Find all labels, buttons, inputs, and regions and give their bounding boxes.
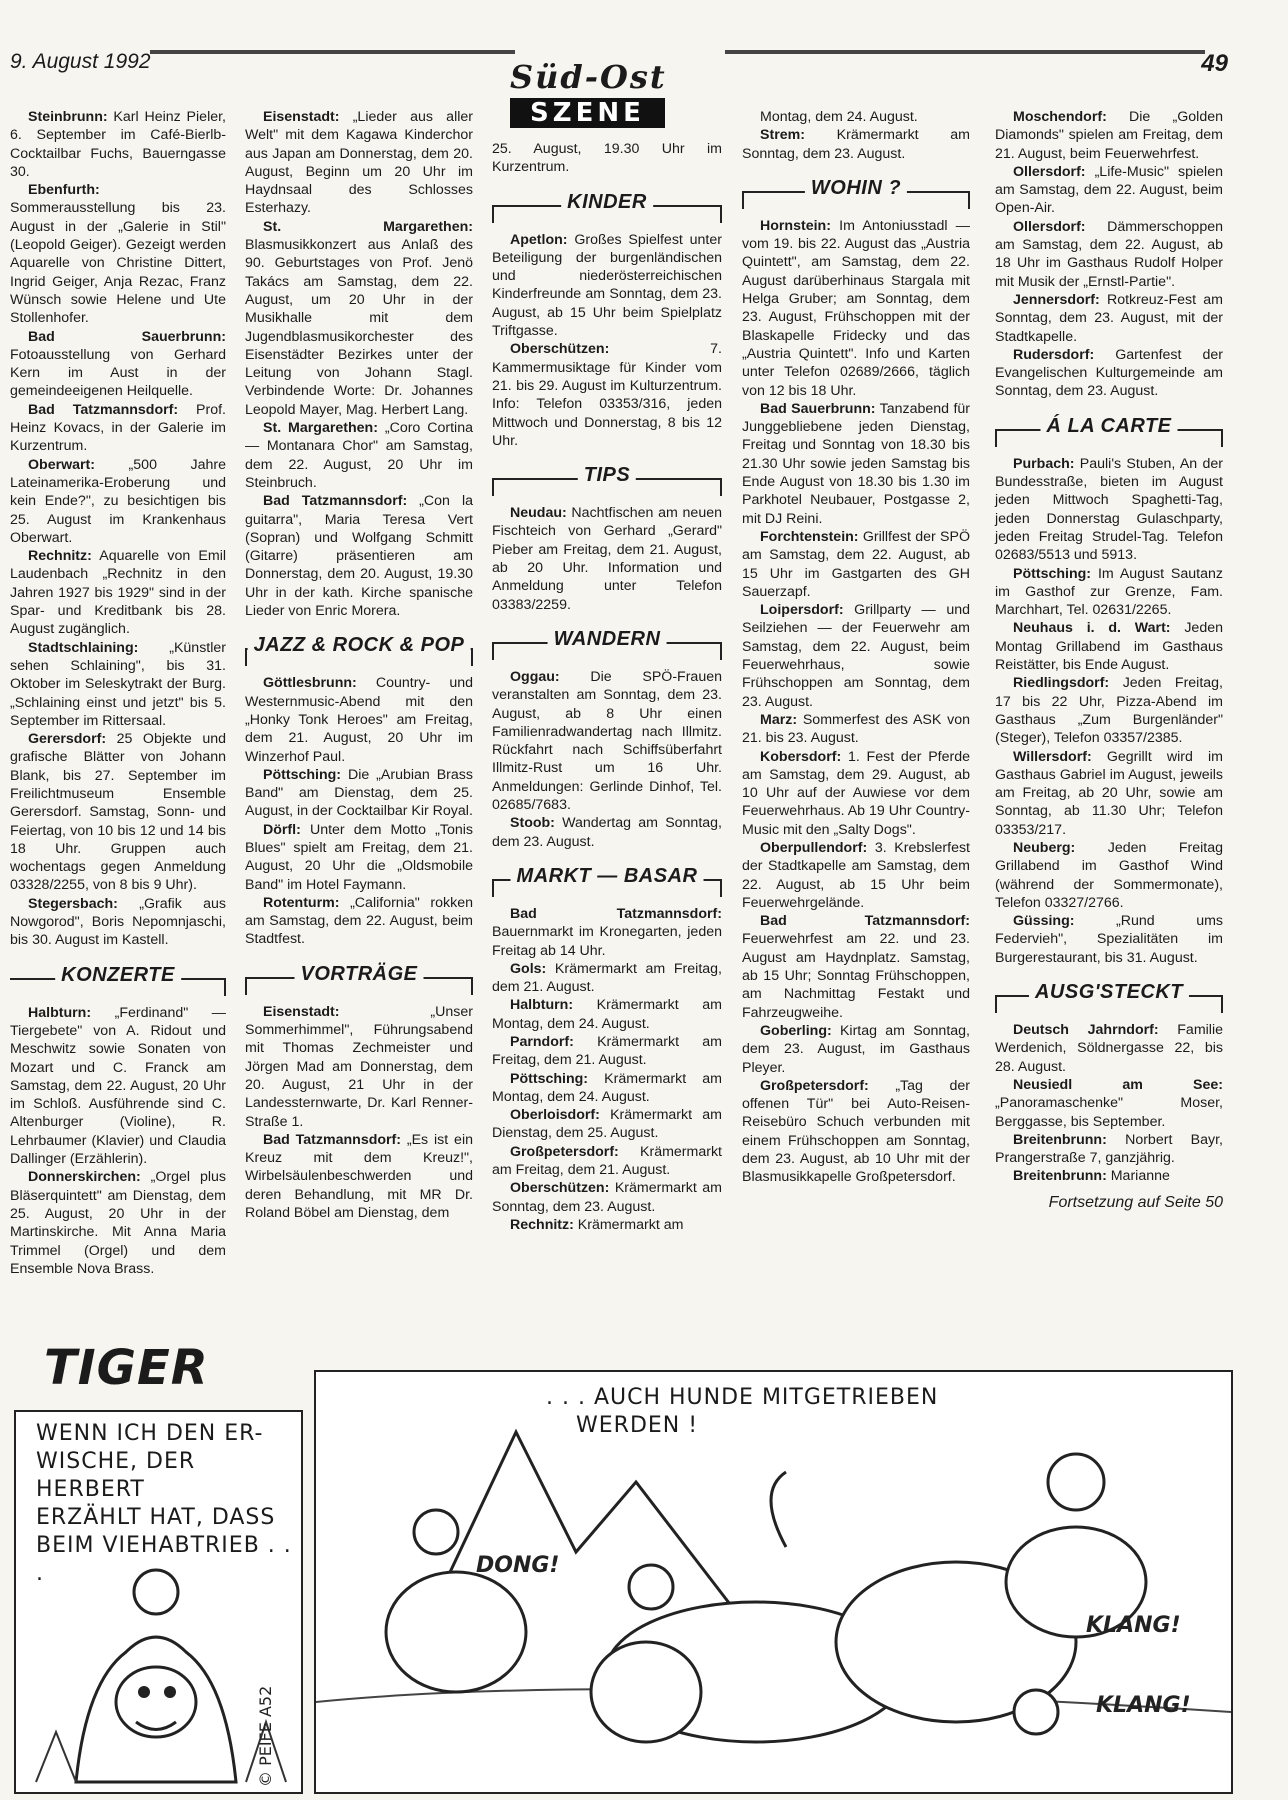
listing-entry (742, 217, 970, 400)
listing-text: Die „Arubian Brass Band" am Dienstag, dem 25. August, in der Cocktailbar Kir Royal. (245, 766, 473, 820)
section-title: KINDER (561, 193, 653, 211)
listing-text: Die SPÖ-Frauen veranstalten am Sonntag, dem 23. August, ab 8 Uhr einen Familienradwandertag nach Illmitz. Rückfahrt nach Schiffsüberfahrt Illmitz-Rust um 16 Uhr. Anmeldungen: Gerlinde Dinhof, Tel. 02685/7683. (492, 668, 722, 814)
listing-entry (10, 401, 226, 456)
listing-text: Pauli's Stuben, An der Bundesstraße, bieten im August jeden Mittwoch Spaghetti-Tag, jeden Donnerstag Gulaschparty, jeden Freitag Strudel-Tag. Telefon 02683/5513 und 5913. (995, 455, 1223, 564)
section-vortraege (245, 962, 473, 993)
listing-entry (245, 218, 473, 419)
listing-place: Marz: (760, 711, 798, 728)
listing-text: Krämermarkt am Sonntag, dem 23. August. (492, 1180, 722, 1215)
section-wohin (742, 176, 970, 207)
listing-place: Stadtschlaining: (28, 639, 139, 656)
continued-note: Fortsetzung auf Seite 50 (1048, 1193, 1223, 1211)
section-markt (492, 864, 722, 895)
listing-entry (742, 400, 970, 528)
section-tips (492, 466, 722, 494)
column-3 (492, 140, 722, 1234)
listing-text: Im August Sautanz im Gasthof zur Grenze, Fam. Marchhart, Tel. 02631/2265. (995, 565, 1223, 619)
listing-place: Großpetersdorf: (510, 1143, 619, 1160)
listing-text: Krämermarkt am Dienstag, dem 25. August. (492, 1107, 722, 1142)
listing-place: Neusiedl am See: (1013, 1076, 1223, 1093)
listing-place: Gols: (510, 960, 547, 977)
section-kinder (492, 190, 722, 221)
listing-entry (492, 340, 722, 450)
comic-panel-2 (314, 1370, 1233, 1794)
artist-signature: © PEIFE A52 (256, 1685, 275, 1787)
listing-text: Die „Golden Diamonds" spielen am Freitag, dem 21. August, beim Feuerwehrfest. (995, 109, 1223, 162)
section-title: TIPS (578, 466, 636, 484)
listing-text: „Panoramaschenke" Moser, Berggasse, bis September. (995, 1095, 1223, 1130)
section-title: MARKT — BASAR (511, 867, 704, 885)
col5-list (995, 108, 1223, 401)
listing-entry (10, 730, 226, 895)
listing-entry (10, 456, 226, 547)
issue-date: 9. August 1992 (10, 50, 151, 73)
listing-entry (742, 748, 970, 839)
listing-place: Pöttsching: (510, 1070, 589, 1087)
listing-entry (995, 108, 1223, 163)
listing-entry (10, 1004, 226, 1169)
listing-place: Moschendorf: (1013, 109, 1107, 125)
listing-text: Wandertag am Sonntag, dem 23. August. (492, 815, 722, 850)
listing-text: Im Antoniusstadl — vom 19. bis 22. August das „Austria Quintett", am Samstag, dem 22. August darüberhinaus Stargala mit Helga Gruber; am Sonntag, dem 23. August, Frühschoppen mit der Blaskapelle Fridecky und das „Austria Quintett". Info und Karten unter Telefon 02689/2666, täglich von 12 bis 18 Uhr. (742, 217, 970, 399)
listing-place: Strem: (760, 127, 805, 144)
listing-text: Bauernmarkt im Kronegarten, jeden Freitag ab 14 Uhr. (492, 924, 722, 959)
listing-text: „Es ist ein Kreuz mit dem Kreuz!", Wirbelsäulenbeschwerden und deren Behandlung, mit MR Dr. Roland Böbel am Dienstag, dem (245, 1131, 473, 1222)
listing-text: „Unser Sommerhimmel", Führungsabend mit Thomas Zechmeister und Jörgen Mad am Donnerstag, dem 20. August, 21 Uhr in der Landessternwarte, Dr. Karl Renner-Straße 1. (245, 1003, 473, 1130)
listing-entry (492, 1033, 722, 1070)
listing-text: „Ferdinand" — Tiergebete" von A. Ridout und Meschwitz sowie Sonaten von Mozart und C. Franck am Samstag, dem 22. August, 20 Uhr im Schloß. Ausführende sind C. Altenburger (Violine), R. Lehrbaumer (Klavier) und Claudia Dallinger (Erzählerin). (10, 1004, 226, 1168)
section-title: AUSG'STECKT (1029, 983, 1189, 1001)
listing-entry (995, 619, 1223, 674)
sound-effect-klang-2: KLANG! (1096, 1693, 1191, 1718)
listing-text: Fotoausstellung von Gerhard Kern im Aust in der gemeindeeigenen Heilquelle. (10, 346, 226, 400)
listing-text: Jeden Montag Grillabend im Gasthaus Reistätter, bis Ende August. (995, 620, 1223, 674)
listing-place: Donnerskirchen: (28, 1169, 141, 1186)
listing-entry (10, 108, 226, 181)
listing-place: Stegersbach: (28, 895, 118, 912)
listing-place: Loipersdorf: (760, 602, 844, 619)
tiger-character-illustration (16, 1532, 301, 1792)
sound-effect-dong: DONG! (476, 1553, 560, 1578)
listing-entry (742, 912, 970, 1022)
section-ausgsteckt (995, 983, 1223, 1011)
listing-place: Eisenstadt: (263, 109, 340, 125)
listing-text: Feuerwehrfest am 22. und 23. August am Haydnplatz. Samstag, ab 15 Uhr; Sonntag Frühschoppen, am Nachmittag Festakt und Fahrzeugweihe. (742, 931, 970, 1021)
listing-text: Grillfest der SPÖ am Samstag, dem 22. August, ab 15 Uhr im Gastgarten des GH Sauerzapf. (742, 528, 970, 600)
listing-place: Ollersdorf: (1013, 163, 1086, 180)
listing-text: Dämmerschoppen am Samstag, dem 22. August, ab 18 Uhr im Gasthaus Rudolf Holper mit Musik der „Ernstl-Partie". (995, 218, 1223, 290)
bubble-line: WERDEN ! (576, 1413, 699, 1438)
section-konzerte (10, 963, 226, 994)
cattle-drive-illustration (316, 1372, 1231, 1792)
listing-text: Krämermarkt am Sonntag, dem 23. August. (742, 127, 970, 162)
listing-place: Stoob: (510, 815, 555, 832)
listing-entry (245, 766, 473, 821)
bubble-line: ERZÄHLT HAT, DASS (36, 1505, 276, 1530)
listing-text: Sommerausstellung bis 23. August in der „Galerie in Stil" (Leopold Geiger). Gezeigt werden Aquarelle von Christine Dittert, Ingrid Geiger, Anja Rezac, Franz Wünsch sowie Helene und Ute Stollenhofer. (10, 200, 226, 327)
listing-entry (245, 894, 473, 949)
listing-place: Bad Tatzmannsdorf: (510, 905, 722, 922)
listing-place: Hornstein: (760, 217, 831, 234)
listing-text: Norbert Bayr, Prangerstraße 7, ganzjährig. (995, 1131, 1223, 1167)
listing-place: Rotenturm: (263, 894, 340, 911)
listing-text: „California" rokken am Samstag, dem 22. August, beim Stadtfest. (245, 894, 473, 948)
col2-list (245, 108, 473, 620)
listing-place: Forchtenstein: (760, 528, 859, 545)
konzerte-list (10, 1004, 226, 1278)
listing-place: Halbturn: (510, 997, 574, 1014)
section-title: VORTRÄGE (295, 965, 424, 983)
listing-place: Bad Sauerbrunn: (28, 328, 226, 345)
column-1 (10, 108, 226, 1278)
listing-place: Gerersdorf: (28, 731, 107, 748)
listing-text: „Orgel plus Bläserquintett" am Dienstag, dem 25. August, 20 Uhr in der Martinskirche. Mit Anna Maria Trimmel (Orgel) und dem Ensemble Nova Brass. (10, 1169, 226, 1277)
listing-text: Sommerfest des ASK von 21. bis 23. August. (742, 711, 970, 747)
listing-entry (492, 1143, 722, 1180)
section-carte (995, 414, 1223, 445)
listing-place: Steinbrunn: (28, 109, 108, 125)
listing-entry (10, 181, 226, 327)
listing-place: Oberloisdorf: (510, 1107, 600, 1124)
listing-text: 3. Krebslerfest der Stadtkapelle am Samstag, dem 22. August, ab 15 Uhr beim Feuerwehrgelände. (742, 839, 970, 911)
listing-text: „500 Jahre Lateinamerika-Eroberung und kein Ende?", zu besichtigen bis 25. August im Krankenhaus Oberwart. (10, 456, 226, 546)
logo-bottom-text: SZENE (510, 98, 665, 128)
bubble-line: BEIM VIEHABTRIEB . . . (36, 1533, 292, 1586)
listing-place: Riedlingsdorf: (1013, 675, 1110, 692)
listing-place: Halbturn: (28, 1004, 92, 1021)
column-2 (245, 108, 473, 1222)
listing-place: Parndorf: (510, 1033, 574, 1050)
listing-entry (245, 492, 473, 620)
listing-text: Krämermarkt am Freitag, dem 21. August. (492, 1033, 722, 1069)
listing-place: Ollersdorf: (1013, 218, 1086, 235)
listing-text: Rotkreuz-Fest am Sonntag, dem 23. August, mit der Stadtkapelle. (995, 291, 1223, 345)
listing-text: „Life-Music" spielen am Samstag, dem 22. August, beim Open-Air. (995, 163, 1223, 217)
listing-place: Bad Tatzmannsdorf: (28, 401, 179, 418)
listing-text: „Grafik aus Nowgorod", Boris Nepomnjaschi, bis 30. August im Kastell. (10, 895, 226, 949)
listing-entry (10, 1168, 226, 1278)
markt-list (492, 905, 722, 1234)
sound-effect-klang-1: KLANG! (1086, 1613, 1181, 1638)
listing-place: Purbach: (1013, 455, 1075, 472)
listing-entry (10, 328, 226, 401)
wohin-list (742, 217, 970, 1187)
listing-text: Krämermarkt am Freitag, dem 21. August. (492, 1143, 722, 1179)
listing-place: Goberling: (760, 1022, 832, 1039)
listing-text: Tanzabend für Junggebliebene jeden Dienstag, Freitag und Sonntag von 18.30 bis 21.30 Uhr sowie jeden Samstag bis Ende August von 18.30 bis 1.30 im Parkhotel Neubauer, Postgasse 2, mit DJ Reini. (742, 400, 970, 527)
listing-entry (492, 960, 722, 997)
logo-top-text: Süd-Ost (510, 58, 667, 96)
listing-entry (742, 1077, 970, 1187)
listing-place: Bad Tatzmannsdorf: (263, 493, 408, 510)
tips-list (492, 504, 722, 614)
listing-entry (492, 1106, 722, 1143)
listing-entry (10, 639, 226, 730)
header-rule-right (725, 50, 1205, 54)
listing-text: Unter dem Motto „Tonis Blues" spielt am Freitag, dem 21. August, 20 Uhr die „Oldsmobile Band" im Hotel Faymann. (245, 821, 473, 893)
listing-place: Bad Tatzmannsdorf: (760, 913, 970, 930)
listing-text: Jeden Freitag, 17 bis 22 Uhr, Pizza-Abend im Gasthaus „Zum Burgenländer" (Steger), Telefon 03357/2385. (995, 675, 1223, 747)
listing-place: Oberschützen: (510, 341, 610, 358)
column-4 (742, 108, 970, 1187)
listing-place: Willersdorf: (1013, 748, 1092, 765)
listing-entry (995, 1076, 1223, 1131)
listing-place: Neuberg: (1013, 839, 1076, 856)
listing-entry (995, 1021, 1223, 1076)
ausgsteckt-list (995, 1021, 1223, 1186)
listing-text: „Con la guitarra", Maria Teresa Vert (Sopran) und Wolfgang Schmitt (Gitarre) präsentieren am Donnerstag, dem 20. August, 19.30 Uhr in der kath. Kirche spanische Lieder von Enric Morera. (245, 493, 473, 620)
listing-text: Nachtfischen am neuen Fischteich von Gerhard „Gerard" Pieber am Freitag, dem 21. August, ab 20 Uhr. Information und Anmeldung unter Telefon 03383/2259. (492, 505, 722, 613)
listing-entry (995, 346, 1223, 401)
col1-list (10, 108, 226, 950)
listing-text: „Rund ums Federvieh", Spezialitäten im Burgerestaurant, bis 31. August. (995, 913, 1223, 966)
listing-entry (245, 674, 473, 765)
col4-list (742, 108, 970, 163)
section-jazz (245, 636, 473, 664)
section-title: WOHIN ? (805, 179, 907, 197)
listing-place: Oberwart: (28, 456, 96, 473)
listing-place: St. Margarethen: (263, 420, 378, 437)
listing-entry (995, 674, 1223, 747)
listing-place: Ebenfurth: (28, 182, 100, 199)
listing-entry (492, 1179, 722, 1216)
listing-text: Krämermarkt am Montag, dem 24. August. (492, 997, 722, 1032)
listing-entry (492, 905, 722, 960)
listing-text: Prof. Heinz Kovacs, in der Galerie im Kurzentrum. (10, 401, 226, 455)
listing-text: Gegrillt wird im Gasthaus Gabriel im August, jeweils am Freitag, ab 20 Uhr, sowie am Sonntag, ab 11.30 Uhr; Telefon 03353/217. (995, 748, 1223, 838)
section-logo (510, 58, 720, 136)
section-title: WANDERN (548, 630, 667, 648)
listing-place: Güssing: (1013, 913, 1075, 930)
listing-entry (742, 1022, 970, 1077)
listing-entry (492, 996, 722, 1033)
listing-place: Oberpullendorf: (760, 839, 868, 856)
listing-text: „Künstler sehen Schlaining", bis 31. Oktober im Seleskytrakt der Burg. „Schlaining einst und jetzt" bis 5. September im Rittersaal. (10, 639, 226, 729)
listing-entry (492, 1070, 722, 1107)
comic-strip (14, 1340, 1234, 1795)
listing-text: Karl Heinz Pieler, 6. September im Café-Bierlb-Cocktailbar Fuchs, Bauerngasse 30. (10, 109, 226, 180)
listing-entry (245, 821, 473, 894)
listing-entry (245, 1131, 473, 1222)
wandern-list (492, 668, 722, 851)
listing-place: Oberschützen: (510, 1180, 610, 1197)
listing-entry (995, 565, 1223, 620)
listing-place: Großpetersdorf: (760, 1077, 869, 1094)
listing-place: Pöttsching: (263, 766, 342, 783)
carte-list (995, 455, 1223, 967)
listing-text: Jeden Freitag Grillabend im Gasthof Wind (während der Sommermonate), Telefon 03327/2766. (995, 839, 1223, 911)
listing-entry (995, 163, 1223, 218)
listing-text: Aquarelle von Emil Laudenbach „Rechnitz in den Jahren 1927 bis 1929" sind in der Spar- und Kreditbank bis 28. August zugänglich. (10, 548, 226, 638)
listing-text: Kirtag am Sonntag, dem 23. August, im Gasthaus Pleyer. (742, 1022, 970, 1076)
section-wandern (492, 627, 722, 658)
listing-place: Rechnitz: (28, 548, 92, 565)
listing-place: Bad Tatzmannsdorf: (263, 1131, 402, 1148)
comic-title: TIGER (44, 1340, 209, 1396)
listing-entry (10, 547, 226, 638)
listing-entry (742, 711, 970, 748)
listing-entry (492, 231, 722, 341)
listing-text: Blasmusikkonzert aus Anlaß des 90. Geburtstages von Prof. Jenö Takács am Samstag, dem 22. August, um 20 Uhr in der Musikhalle mit dem Jugendblasmusikorchester des Eisenstädter Bezirkes unter der Leitung von Johann Stagl. Verbindende Worte: Dr. Johannes Leopold Mayer, Mag. Herbert Lang. (245, 237, 473, 418)
section-title: KONZERTE (55, 966, 181, 984)
listing-entry (995, 1131, 1223, 1168)
jazz-list (245, 674, 473, 948)
kinder-list (492, 231, 722, 451)
listing-text: „Lieder aus aller Welt" mit dem Kagawa Kinderchor aus Japan am Donnerstag, dem 20. August, Beginn um 20 Uhr im Haydnsaal des Schlosses Esterhazy. (245, 109, 473, 217)
listing-entry (995, 218, 1223, 291)
listing-place: Göttlesbrunn: (263, 675, 357, 692)
listing-entry (995, 1167, 1223, 1185)
bubble-line: . . . AUCH HUNDE MITGETRIEBEN (546, 1385, 939, 1410)
page-number: 49 (1201, 50, 1228, 77)
listing-place: Kobersdorf: (760, 748, 842, 765)
listing-text: 1. Fest der Pferde am Samstag, dem 29. August, ab 10 Uhr auf der Auwiese vor dem Feuerwehrhaus. Ab 19 Uhr Country-Music mit den „Salty Dogs". (742, 748, 970, 838)
listing-entry (245, 419, 473, 492)
col3-continuation: 25. August, 19.30 Uhr im Kurzentrum. (492, 141, 722, 176)
comic-panel-1 (14, 1410, 303, 1794)
listing-entry (492, 504, 722, 614)
section-title: Á LA CARTE (1041, 417, 1178, 435)
listing-entry (742, 126, 970, 163)
listing-text: Krämermarkt am Montag, dem 24. August. (492, 1070, 722, 1105)
listing-entry (995, 455, 1223, 565)
listing-place: Eisenstadt: (263, 1003, 340, 1020)
listing-place: St. Margarethen: (263, 218, 473, 235)
listing-entry (492, 814, 722, 851)
listing-place: Oggau: (510, 668, 560, 685)
listing-entry (492, 1216, 722, 1234)
bubble-line: WENN ICH DEN ER- (36, 1421, 264, 1446)
listing-entry (995, 839, 1223, 912)
vortraege-list (245, 1003, 473, 1223)
listing-entry (995, 912, 1223, 967)
listing-place: Dörfl: (263, 821, 301, 838)
listing-text: Gartenfest der Evangelischen Kulturgemeinde am Sonntag, dem 23. August. (995, 346, 1223, 400)
listing-text: Montag, dem 24. August. (760, 109, 918, 125)
listing-text: Grillparty — und Seilziehen — der Feuerwehr am Samstag, dem 22. August, beim Feuerwehrhaus, sowie Frühschoppen am Sonntag, dem 23. August. (742, 602, 970, 710)
listing-place: Neuhaus i. d. Wart: (1013, 620, 1171, 637)
listing-text: 25 Objekte und grafische Blätter von Johann Blank, bis 27. September im Freilichtmuseum Ensemble Gerersdorf. Samstag, Sonn- und Feiertag, von 10 bis 12 und 14 bis 18 Uhr. Gruppen auch wochentags gegen Anmeldung 03328/2255, von 8 bis 9 Uhr). (10, 731, 226, 894)
listing-entry (995, 291, 1223, 346)
listing-text: Country- und Westernmusic-Abend mit den „Honky Tonk Heroes" am Freitag, dem 21. August, 20 Uhr im Winzerhof Paul. (245, 675, 473, 765)
listing-text: „Coro Cortina — Montanara Chor" am Samstag, dem 22. August, 20 Uhr im Steinbruch. (245, 420, 473, 491)
listing-text: Marianne (1106, 1168, 1170, 1185)
listing-place: Rechnitz: (510, 1216, 574, 1233)
listing-place: Bad Sauerbrunn: (760, 400, 876, 417)
listing-text: „Tag der offenen Tür" bei Auto-Reisen-Reisebüro Schuch verbunden mit einem Frühschoppen am Sonntag, dem 23. August, ab 10 Uhr mit der Blasmusikkapelle Großpetersdorf. (742, 1077, 970, 1186)
listing-entry (742, 839, 970, 912)
listing-entry (742, 601, 970, 711)
listing-entry (10, 895, 226, 950)
listing-entry (742, 528, 970, 601)
listing-place: Breitenbrunn: (1013, 1131, 1107, 1148)
listing-place: Jennersdorf: (1013, 291, 1100, 308)
header-rule-left (150, 50, 515, 54)
listing-place: Deutsch Jahrndorf: (1013, 1022, 1159, 1039)
listing-entry (492, 668, 722, 814)
listing-text: 7. Kammermusiktage für Kinder vom 21. bis 29. August im Kulturzentrum. Info: Telefon 03353/316, jeden Mittwoch und Donnerstag, 8 bis 12 Uhr. (492, 341, 722, 449)
listing-entry (245, 1003, 473, 1131)
listing-text: Krämermarkt am Freitag, dem 21. August. (492, 960, 722, 996)
listing-text: Krämermarkt am (573, 1216, 684, 1233)
listing-entry (245, 108, 473, 218)
listing-place: Rudersdorf: (1013, 346, 1095, 363)
section-title: JAZZ & ROCK & POP (248, 636, 471, 654)
listing-place: Pöttsching: (1013, 565, 1092, 582)
listing-entry (742, 108, 970, 126)
bubble-line: WISCHE, DER HERBERT (36, 1449, 196, 1502)
listing-place: Apetlon: (510, 231, 568, 248)
listing-entry (995, 748, 1223, 839)
listing-text: Familie Werdenich, Söldnergasse 22, bis 28. August. (995, 1022, 1223, 1075)
listing-place: Breitenbrunn: (1013, 1168, 1107, 1185)
listing-place: Neudau: (510, 505, 567, 522)
listing-text: Großes Spielfest unter Beteiligung der burgenländischen und niederösterreichischen Kinderfreunde am Sonntag, dem 23. August, ab 15 Uhr beim Spielplatz Triftgasse. (492, 231, 722, 340)
column-5 (995, 108, 1223, 1212)
